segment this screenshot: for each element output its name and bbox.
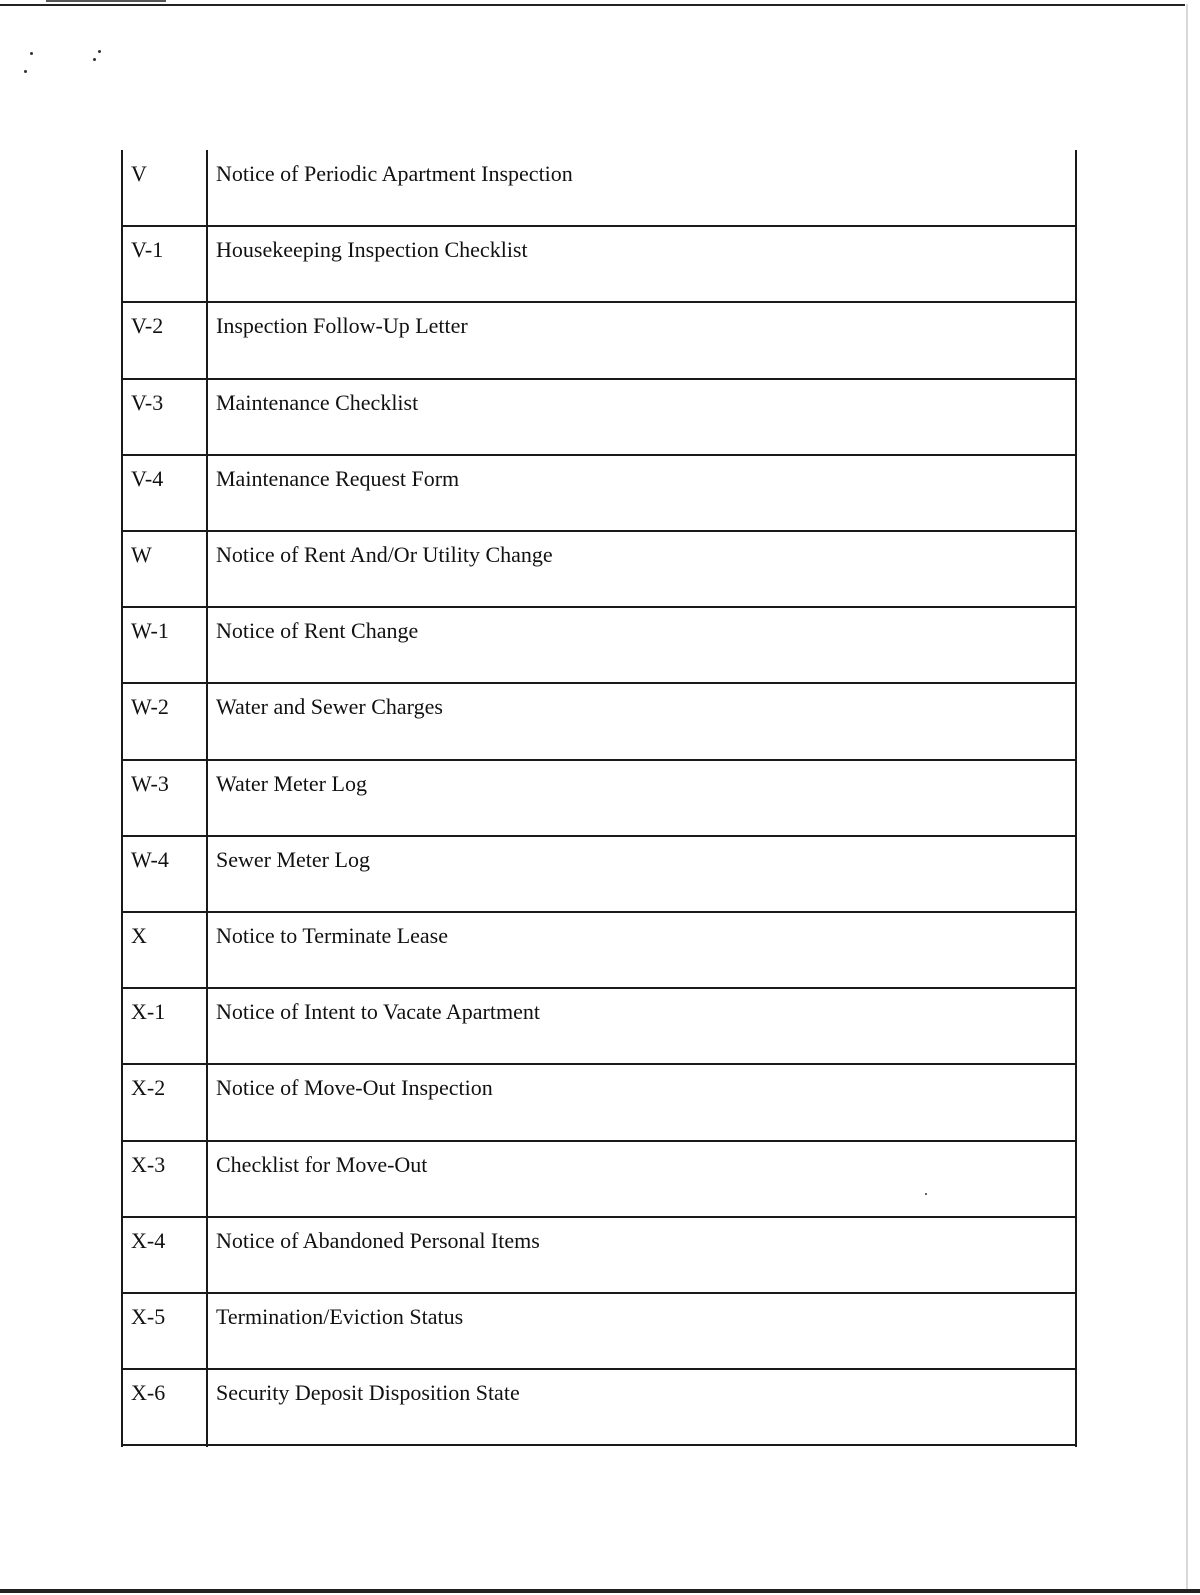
exhibit-title: Termination/Eviction Status	[216, 1304, 464, 1329]
exhibit-code: V-1	[131, 237, 164, 263]
exhibit-code: W	[131, 542, 152, 567]
exhibit-title: Maintenance Checklist	[216, 389, 419, 415]
table-column-rule	[1075, 150, 1077, 1447]
table-row	[121, 302, 1075, 378]
exhibit-code: X-5	[131, 1304, 166, 1329]
exhibit-title: Water and Sewer Charges	[216, 694, 443, 720]
exhibit-code: X-1	[131, 999, 166, 1025]
exhibit-title: Notice of Rent Change	[216, 618, 419, 644]
scan-speck	[30, 52, 33, 55]
exhibit-title: Housekeeping Inspection Checklist	[216, 237, 528, 263]
exhibit-code: V	[131, 161, 147, 186]
exhibit-code: X-2	[131, 1075, 166, 1101]
scan-top-border	[0, 4, 1185, 6]
exhibit-title: Notice of Periodic Apartment Inspection	[216, 161, 573, 186]
scan-speck	[98, 50, 101, 53]
table-row	[121, 683, 1075, 759]
exhibit-title: Sewer Meter Log	[216, 846, 370, 872]
exhibit-title: Maintenance Request Form	[216, 465, 460, 491]
exhibit-code: W-3	[131, 770, 169, 796]
scan-top-tab-mark	[46, 0, 166, 2]
exhibit-title: Notice of Move-Out Inspection	[216, 1075, 493, 1101]
table-row	[121, 531, 1075, 607]
table-row	[121, 607, 1075, 683]
exhibit-code: W-1	[131, 618, 169, 644]
scan-right-edge	[1186, 4, 1188, 1589]
exhibit-code: X-4	[131, 1227, 166, 1253]
table-row	[121, 1217, 1075, 1293]
scan-speck	[93, 58, 96, 61]
table-row	[121, 912, 1075, 988]
exhibit-code: X-6	[131, 1380, 166, 1406]
exhibit-code: V-4	[131, 465, 164, 491]
table-row	[121, 1293, 1075, 1369]
scan-speck	[24, 70, 27, 73]
table-row	[121, 836, 1075, 912]
exhibit-title: Notice to Terminate Lease	[216, 923, 449, 948]
exhibit-title: Water Meter Log	[216, 770, 367, 796]
exhibit-code: X-3	[131, 1151, 166, 1177]
exhibit-title: Notice of Intent to Vacate Apartment	[216, 999, 540, 1025]
table-row	[121, 455, 1075, 531]
exhibit-title: Security Deposit Disposition State	[216, 1380, 520, 1406]
exhibit-title: Notice of Rent And/Or Utility Change	[216, 542, 553, 567]
exhibit-title: Checklist for Move-Out	[216, 1151, 428, 1177]
table-row	[121, 226, 1075, 302]
exhibit-title: Notice of Abandoned Personal Items	[216, 1227, 540, 1253]
exhibit-code: X	[131, 923, 147, 948]
table-row	[121, 379, 1075, 455]
exhibit-code: W-4	[131, 846, 169, 872]
table-row	[121, 150, 1075, 226]
table-row	[121, 988, 1075, 1064]
scan-bottom-border	[0, 1589, 1200, 1593]
exhibit-code: V-3	[131, 389, 164, 415]
table-row	[121, 1141, 1075, 1217]
table-row	[121, 1064, 1075, 1140]
table-row	[121, 760, 1075, 836]
table-row	[121, 1369, 1075, 1445]
exhibit-code: W-2	[131, 694, 169, 720]
exhibit-code: V-2	[131, 313, 164, 339]
exhibit-title: Inspection Follow-Up Letter	[216, 313, 468, 339]
